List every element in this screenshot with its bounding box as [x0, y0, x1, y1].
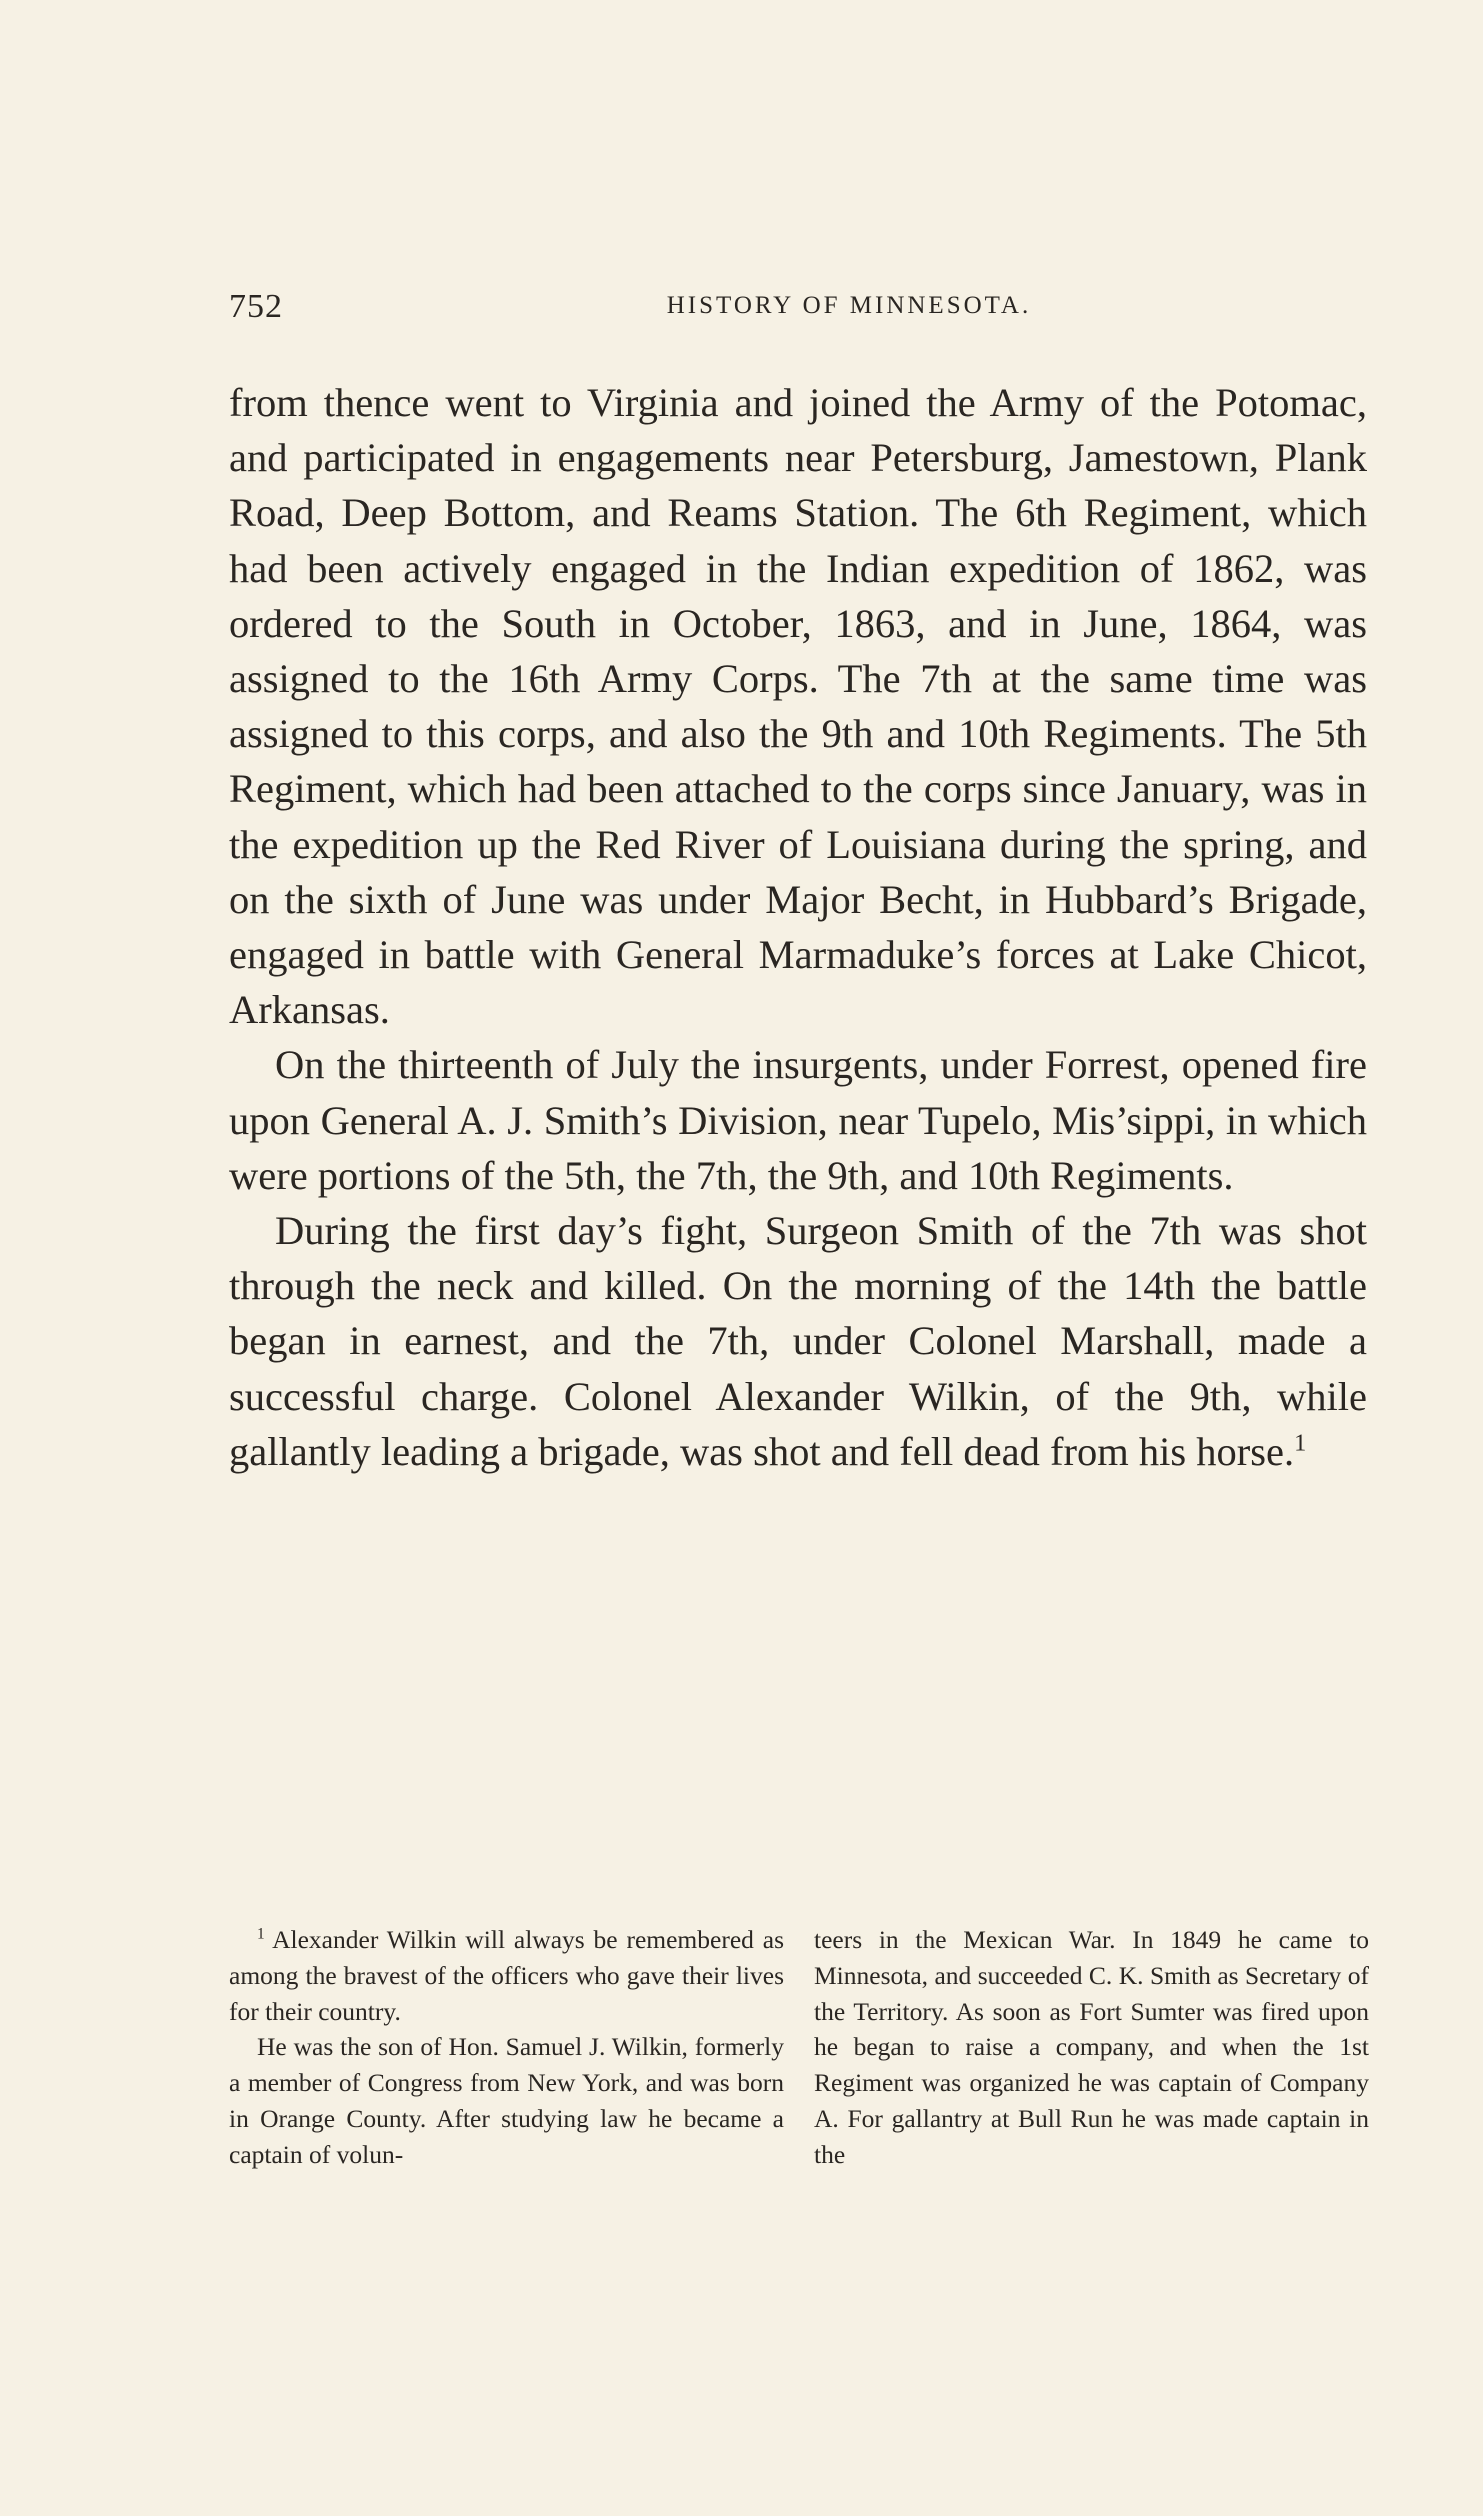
body-text: [229, 375, 1367, 1479]
paragraph-text: During the first day’s fight, Surgeon Smith of the 7th was shot through the neck and killed. On the morning of the 14th the battle began in earnest, and the 7th, under Colonel Marshall, made a successful charge. Colonel Alexander Wilkin, of the 9th, while gallantly leading a brigade, was shot and fell dead from his horse.: [229, 1208, 1367, 1474]
footnote-text: Alexander Wilkin will always be remembered as among the bravest of the officers who gave their lives for their country.: [229, 1925, 784, 2026]
footnote-paragraph: [229, 1922, 784, 2029]
page-header: [229, 288, 1369, 328]
paragraph: On the thirteenth of July the insurgents, under Forrest, opened fire upon General A. J. Smith’s Division, near Tupelo, Mis’sippi, in which were portions of the 5th, the 7th, the 9th, and 10th Regiments.: [229, 1042, 1367, 1198]
page-number: 752: [229, 288, 283, 325]
footnote-paragraph: He was the son of Hon. Samuel J. Wilkin, formerly a member of Congress from New York, and was born in Orange County. After studying law he became a captain of volun-: [229, 2032, 784, 2169]
footnote-reference: 1: [1294, 1429, 1307, 1457]
footnotes: [229, 1922, 1369, 2173]
footnote-marker: 1: [257, 1925, 265, 1943]
paragraph: from thence went to Virginia and joined the Army of the Potomac, and participated in engagements near Petersburg, Jamestown, Plank Road, Deep Bottom, and Reams Station. The 6th Regiment, which had been actively engaged in the Indian expedition of 1862, was ordered to the South in October, 1863, and in June, 1864, was assigned to the 16th Army Corps. The 7th at the same time was assigned to this corps, and also the 9th and 10th Regiments. The 5th Regiment, which had been attached to the corps since January, was in the expedition up the Red River of Louisiana during the spring, and on the sixth of June was under Major Becht, in Hubbard’s Brigade, engaged in battle with General Marmaduke’s forces at Lake Chicot, Arkansas.: [229, 380, 1367, 1033]
paragraph: [229, 1203, 1367, 1479]
running-head: HISTORY OF MINNESOTA.: [666, 292, 1032, 319]
footnote-paragraph: teers in the Mexican War. In 1849 he came to Minnesota, and succeeded C. K. Smith as Secretary of the Territory. As soon as Fort Sumter was fired upon he began to raise a company, and when the 1st Regiment was organized he was captain of Company A. For gallantry at Bull Run he was made captain in the: [814, 1925, 1369, 2169]
footnote-column-left: [229, 1922, 784, 2173]
footnote-column-right: [814, 1922, 1369, 2173]
